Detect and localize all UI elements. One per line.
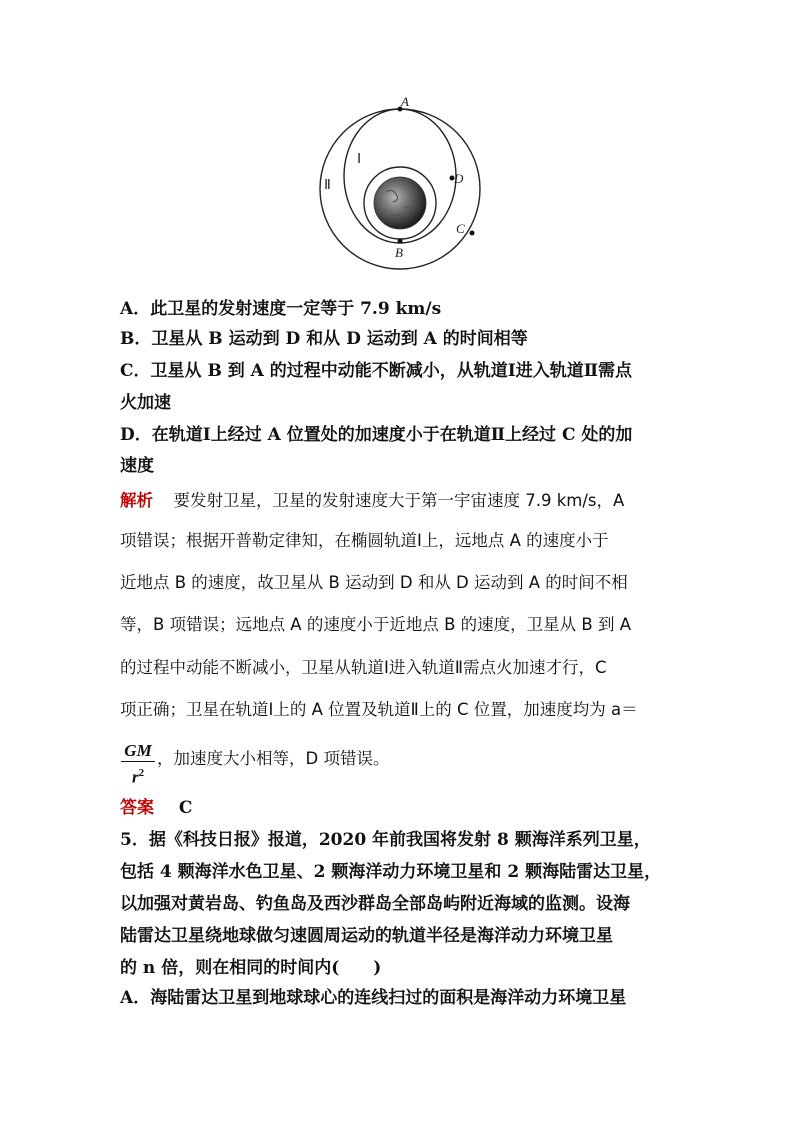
point-c-dot xyxy=(470,231,475,236)
formula-denominator: $r^2$ xyxy=(131,767,145,787)
analysis-label: 解析 xyxy=(120,491,153,510)
answer-line xyxy=(120,797,680,819)
q5-line5: 的 n 倍，则在相同的时间内( ) xyxy=(120,958,382,978)
orbit-diagram xyxy=(314,96,494,276)
option-a: A．此卫星的发射速度一定等于 7.9 km/s xyxy=(120,299,442,319)
analysis-line3: 近地点 B 的速度，故卫星从 B 运动到 D 和从 D 运动到 A 的时间不相 xyxy=(120,573,628,592)
q5-line4: 陆雷达卫星绕地球做匀速圆周运动的轨道半径是海洋动力环境卫星 xyxy=(120,926,613,946)
formula-fraction xyxy=(121,741,155,789)
analysis-line7: ，加速度大小相等，D 项错误。 xyxy=(157,749,390,768)
label-d: D xyxy=(454,171,464,186)
analysis-line2: 项错误；根据开普勒定律知，在椭圆轨道Ⅰ上，远地点 A 的速度小于 xyxy=(120,531,609,550)
q5-line3: 以加强对黄岩岛、钓鱼岛及西沙群岛全部岛屿附近海域的监测。设海 xyxy=(120,894,630,914)
earth-icon xyxy=(374,177,426,229)
label-c: C xyxy=(456,221,465,236)
option-d-line1: D．在轨道Ⅰ上经过 A 位置处的加速度小于在轨道Ⅱ上经过 C 处的加 xyxy=(120,425,633,445)
analysis-line4: 等，B 项错误；远地点 A 的速度小于近地点 B 的速度，卫星从 B 到 A xyxy=(120,615,631,634)
answer-value: C xyxy=(178,798,193,818)
label-orbit-i: Ⅰ xyxy=(357,152,362,167)
label-b: B xyxy=(395,245,403,260)
q5-option-a: A．海陆雷达卫星到地球球心的连线扫过的面积是海洋动力环境卫星 xyxy=(120,988,627,1008)
point-b-dot xyxy=(398,239,403,244)
analysis-line1 xyxy=(120,490,680,512)
analysis-text1: 要发射卫星，卫星的发射速度大于第一宇宙速度 7.9 km/s，A xyxy=(173,491,625,510)
formula-numerator: GM xyxy=(121,741,155,762)
option-b: B．卫星从 B 运动到 D 和从 D 运动到 A 的时间相等 xyxy=(120,329,528,349)
answer-label: 答案 xyxy=(120,798,154,818)
label-orbit-ii: Ⅱ xyxy=(324,178,331,193)
option-c-line2: 火加速 xyxy=(120,393,171,413)
q5-line1: 5．据《科技日报》报道，2020 年前我国将发射 8 颗海洋系列卫星， xyxy=(120,830,651,850)
analysis-line6: 项正确；卫星在轨道Ⅰ上的 A 位置及轨道Ⅱ上的 C 位置，加速度均为 a＝ xyxy=(120,700,638,719)
label-a: A xyxy=(401,96,409,109)
analysis-line5: 的过程中动能不断减小，卫星从轨道Ⅰ进入轨道Ⅱ需点火加速才行，C xyxy=(120,658,607,677)
orbit-diagram-svg xyxy=(314,96,494,276)
option-d-line2: 速度 xyxy=(120,456,154,476)
option-c-line1: C．卫星从 B 到 A 的过程中动能不断减小，从轨道Ⅰ进入轨道Ⅱ需点 xyxy=(120,361,633,381)
q5-line2: 包括 4 颗海洋水色卫星、2 颗海洋动力环境卫星和 2 颗海陆雷达卫星， xyxy=(120,862,662,882)
